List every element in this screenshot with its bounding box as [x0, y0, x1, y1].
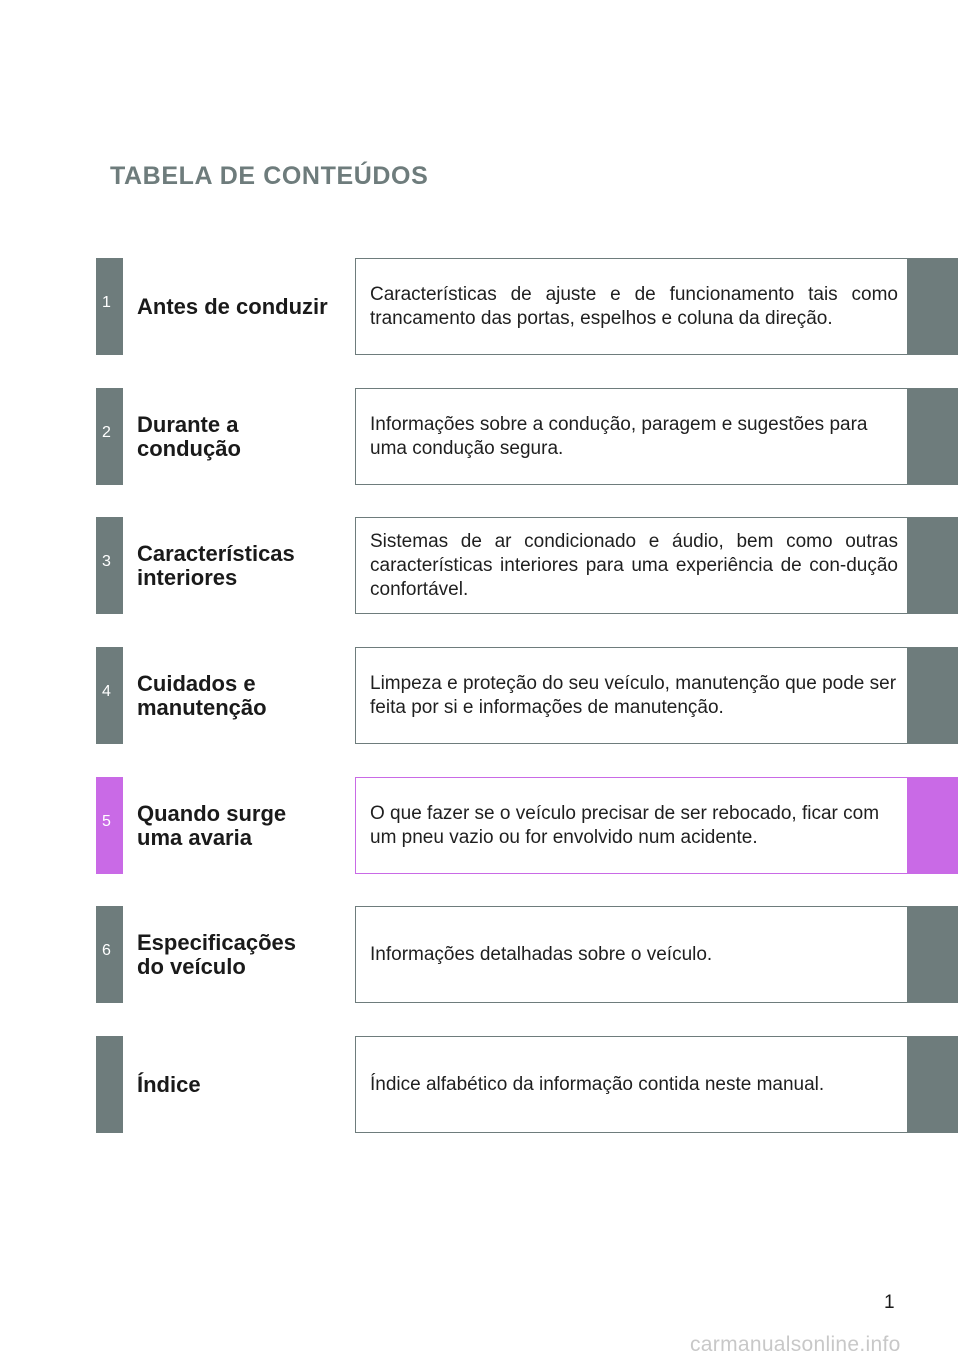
- section-title[interactable]: Cuidados e manutenção: [137, 670, 267, 720]
- watermark: carmanualsonline.info: [690, 1333, 901, 1356]
- section-number: 3: [102, 553, 111, 570]
- page-title: TABELA DE CONTEÚDOS: [110, 162, 429, 190]
- section-tab[interactable]: [96, 906, 123, 1003]
- section-edge-tab[interactable]: [908, 517, 958, 614]
- section-title[interactable]: Antes de conduzir: [137, 293, 328, 319]
- section-number: 1: [102, 294, 111, 311]
- section-description-box: [355, 517, 908, 614]
- section-description-box: [355, 906, 908, 1003]
- section-title[interactable]: Quando surge uma avaria: [137, 800, 287, 850]
- section-description: Sistemas de ar condicionado e áudio, bem como outras características interiores para uma experiência de con-dução confortável.: [370, 530, 898, 600]
- toc-row-quando-surge-uma-avaria[interactable]: [96, 777, 958, 874]
- section-description: Índice alfabético da informação contida neste manual.: [370, 1073, 825, 1095]
- section-description: Características de ajuste e de funcionamento tais como trancamento das portas, espelhos e coluna da direção.: [370, 283, 898, 329]
- section-number: 2: [102, 424, 111, 441]
- section-tab[interactable]: [96, 517, 123, 614]
- section-title[interactable]: Características interiores: [137, 540, 295, 590]
- section-edge-tab[interactable]: [908, 258, 958, 355]
- section-description: O que fazer se o veículo precisar de ser rebocado, ficar com um pneu vazio ou for envolvido num acidente.: [370, 802, 880, 848]
- section-description: Informações sobre a condução, paragem e sugestões para uma condução segura.: [370, 413, 868, 459]
- toc-row-caracteristicas-interiores[interactable]: [96, 517, 958, 614]
- section-tab[interactable]: [96, 258, 123, 355]
- section-edge-tab[interactable]: [908, 388, 958, 485]
- section-description-box: [355, 647, 908, 744]
- toc-row-durante-a-conducao[interactable]: [96, 388, 958, 485]
- toc-row-indice[interactable]: [96, 1036, 958, 1133]
- section-tab[interactable]: [96, 1036, 123, 1133]
- section-title[interactable]: Durante a condução: [137, 411, 241, 461]
- section-edge-tab[interactable]: [908, 777, 958, 874]
- toc-row-antes-de-conduzir[interactable]: [96, 258, 958, 355]
- section-edge-tab[interactable]: [908, 906, 958, 1003]
- section-edge-tab[interactable]: [908, 1036, 958, 1133]
- section-tab[interactable]: [96, 388, 123, 485]
- section-title[interactable]: Índice: [137, 1071, 201, 1097]
- section-description-box: [355, 258, 908, 355]
- section-description: Informações detalhadas sobre o veículo.: [370, 943, 713, 965]
- section-description: Limpeza e proteção do seu veículo, manutenção que pode ser feita por si e informações de manutenção.: [370, 672, 897, 718]
- section-tab[interactable]: [96, 647, 123, 744]
- section-title[interactable]: Especificações do veículo: [137, 929, 296, 979]
- page-number: 1: [884, 1292, 895, 1313]
- section-description-box: [355, 1036, 908, 1133]
- toc-row-especificacoes-do-veiculo[interactable]: [96, 906, 958, 1003]
- section-number: 4: [102, 683, 111, 700]
- section-description-box: [355, 777, 908, 874]
- section-number: 5: [102, 813, 111, 830]
- section-edge-tab[interactable]: [908, 647, 958, 744]
- section-tab[interactable]: [96, 777, 123, 874]
- section-description-box: [355, 388, 908, 485]
- toc-row-cuidados-e-manutencao[interactable]: [96, 647, 958, 744]
- section-number: 6: [102, 942, 111, 959]
